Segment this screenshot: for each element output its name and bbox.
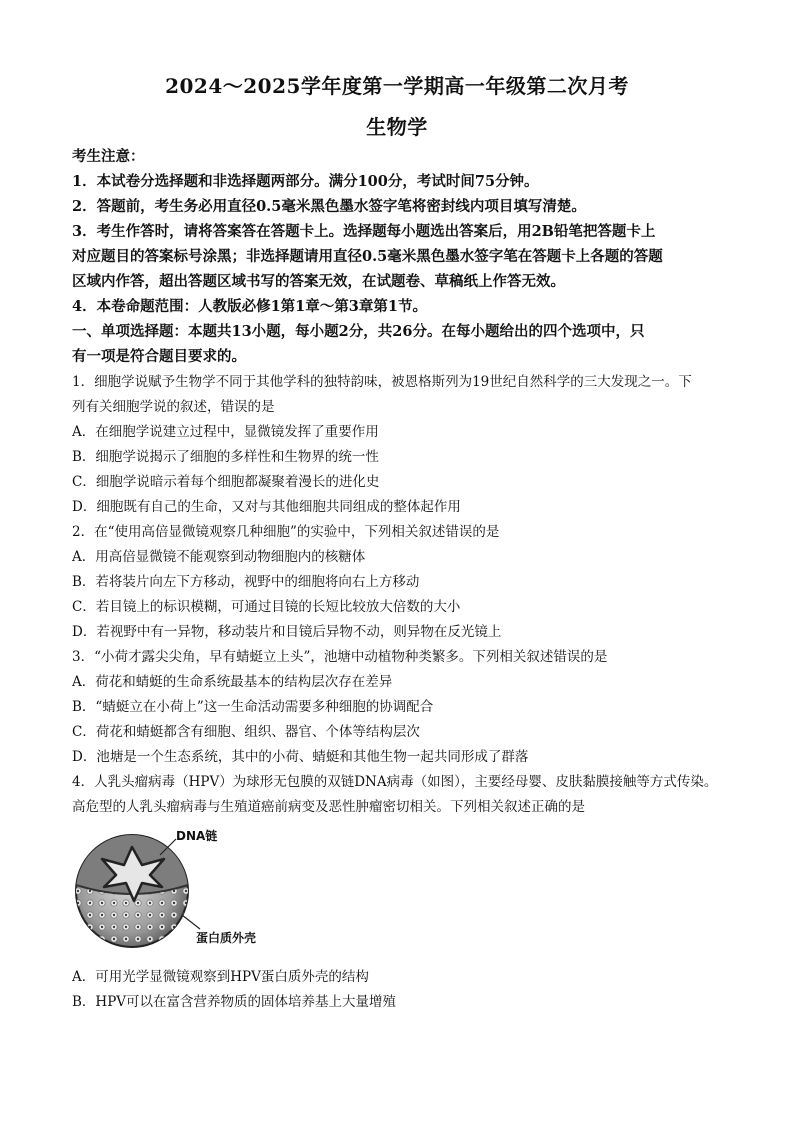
question-2-option-c: C．若目镜上的标识模糊，可通过目镜的长短比较放大倍数的大小	[72, 599, 461, 615]
subject-title: 生物学	[366, 115, 428, 139]
question-1-option-b: B．细胞学说揭示了细胞的多样性和生物界的统一性	[72, 449, 379, 465]
section-heading: 一、单项选择题：本题共13小题，每小题2分，共26分。在每小题给出的四个选项中，只	[72, 323, 645, 340]
question-4-option-a: A．可用光学显微镜观察到HPV蛋白质外壳的结构	[72, 969, 369, 985]
hpv-virus-figure	[72, 825, 272, 953]
dna-chain-label: DNA链	[176, 829, 218, 843]
exam-title: 2024～2025学年度第一学期高一年级第二次月考	[165, 74, 629, 98]
question-3-stem: 3．“小荷才露尖尖角，早有蜻蜓立上头”，池塘中动植物种类繁多。下列相关叙述错误的是	[72, 649, 608, 665]
question-4-stem: 4．人乳头瘤病毒（HPV）为球形无包膜的双链DNA病毒（如图），主要经母婴、皮肤黏膜接触等方式传染。	[72, 774, 718, 790]
notice-item: 1．本试卷分选择题和非选择题两部分。满分100分，考试时间75分钟。	[72, 173, 539, 190]
question-4-option-b: B．HPV可以在富含营养物质的固体培养基上大量增殖	[72, 994, 397, 1010]
notice-item: 区域内作答，超出答题区域书写的答案无效，在试题卷、草稿纸上作答无效。	[72, 273, 565, 290]
question-2-option-b: B．若将装片向左下方移动，视野中的细胞将向右上方移动	[72, 574, 420, 590]
notice-item: 4．本卷命题范围：人教版必修1第1章～第3章第1节。	[72, 298, 427, 315]
question-1-option-c: C．细胞学说暗示着每个细胞都凝聚着漫长的进化史	[72, 474, 380, 490]
question-3-option-c: C．荷花和蜻蜓都含有细胞、组织、器官、个体等结构层次	[72, 724, 420, 740]
question-1-option-d: D．细胞既有自己的生命，又对与其他细胞共同组成的整体起作用	[72, 499, 461, 515]
question-3-option-d: D．池塘是一个生态系统，其中的小荷、蜻蜓和其他生物一起共同形成了群落	[72, 749, 529, 765]
question-1-option-a: A．在细胞学说建立过程中，显微镜发挥了重要作用	[72, 424, 379, 440]
protein-shell-label: 蛋白质外壳	[196, 931, 257, 945]
question-3-option-a: A．荷花和蜻蜓的生命系统最基本的结构层次存在差异	[72, 674, 393, 690]
notice-heading: 考生注意：	[72, 148, 145, 165]
notice-item: 2．答题前，考生务必用直径0.5毫米黑色墨水签字笔将密封线内项目填写清楚。	[72, 198, 586, 215]
question-4-stem: 高危型的人乳头瘤病毒与生殖道癌前病变及恶性肿瘤密切相关。下列相关叙述正确的是	[72, 799, 585, 815]
question-2-option-d: D．若视野中有一异物，移动装片和目镜后异物不动，则异物在反光镜上	[72, 624, 502, 640]
notice-item: 3．考生作答时，请将答案答在答题卡上。选择题每小题选出答案后，用2B铅笔把答题卡上	[72, 223, 656, 240]
question-1-stem: 1．细胞学说赋予生物学不同于其他学科的独特韵味，被恩格斯列为19世纪自然科学的三大发现之一。下	[72, 374, 692, 390]
question-2-option-a: A．用高倍显微镜不能观察到动物细胞内的核糖体	[72, 549, 366, 565]
question-2-stem: 2．在“使用高倍显微镜观察几种细胞”的实验中，下列相关叙述错误的是	[72, 524, 500, 540]
question-3-option-b: B．“蜻蜓立在小荷上”这一生命活动需要多种细胞的协调配合	[72, 699, 434, 715]
notice-item: 对应题目的答案标号涂黑；非选择题请用直径0.5毫米黑色墨水签字笔在答题卡上各题的答题	[72, 248, 663, 265]
section-heading: 有一项是符合题目要求的。	[72, 348, 246, 365]
question-1-stem: 列有关细胞学说的叙述，错误的是	[72, 399, 275, 415]
